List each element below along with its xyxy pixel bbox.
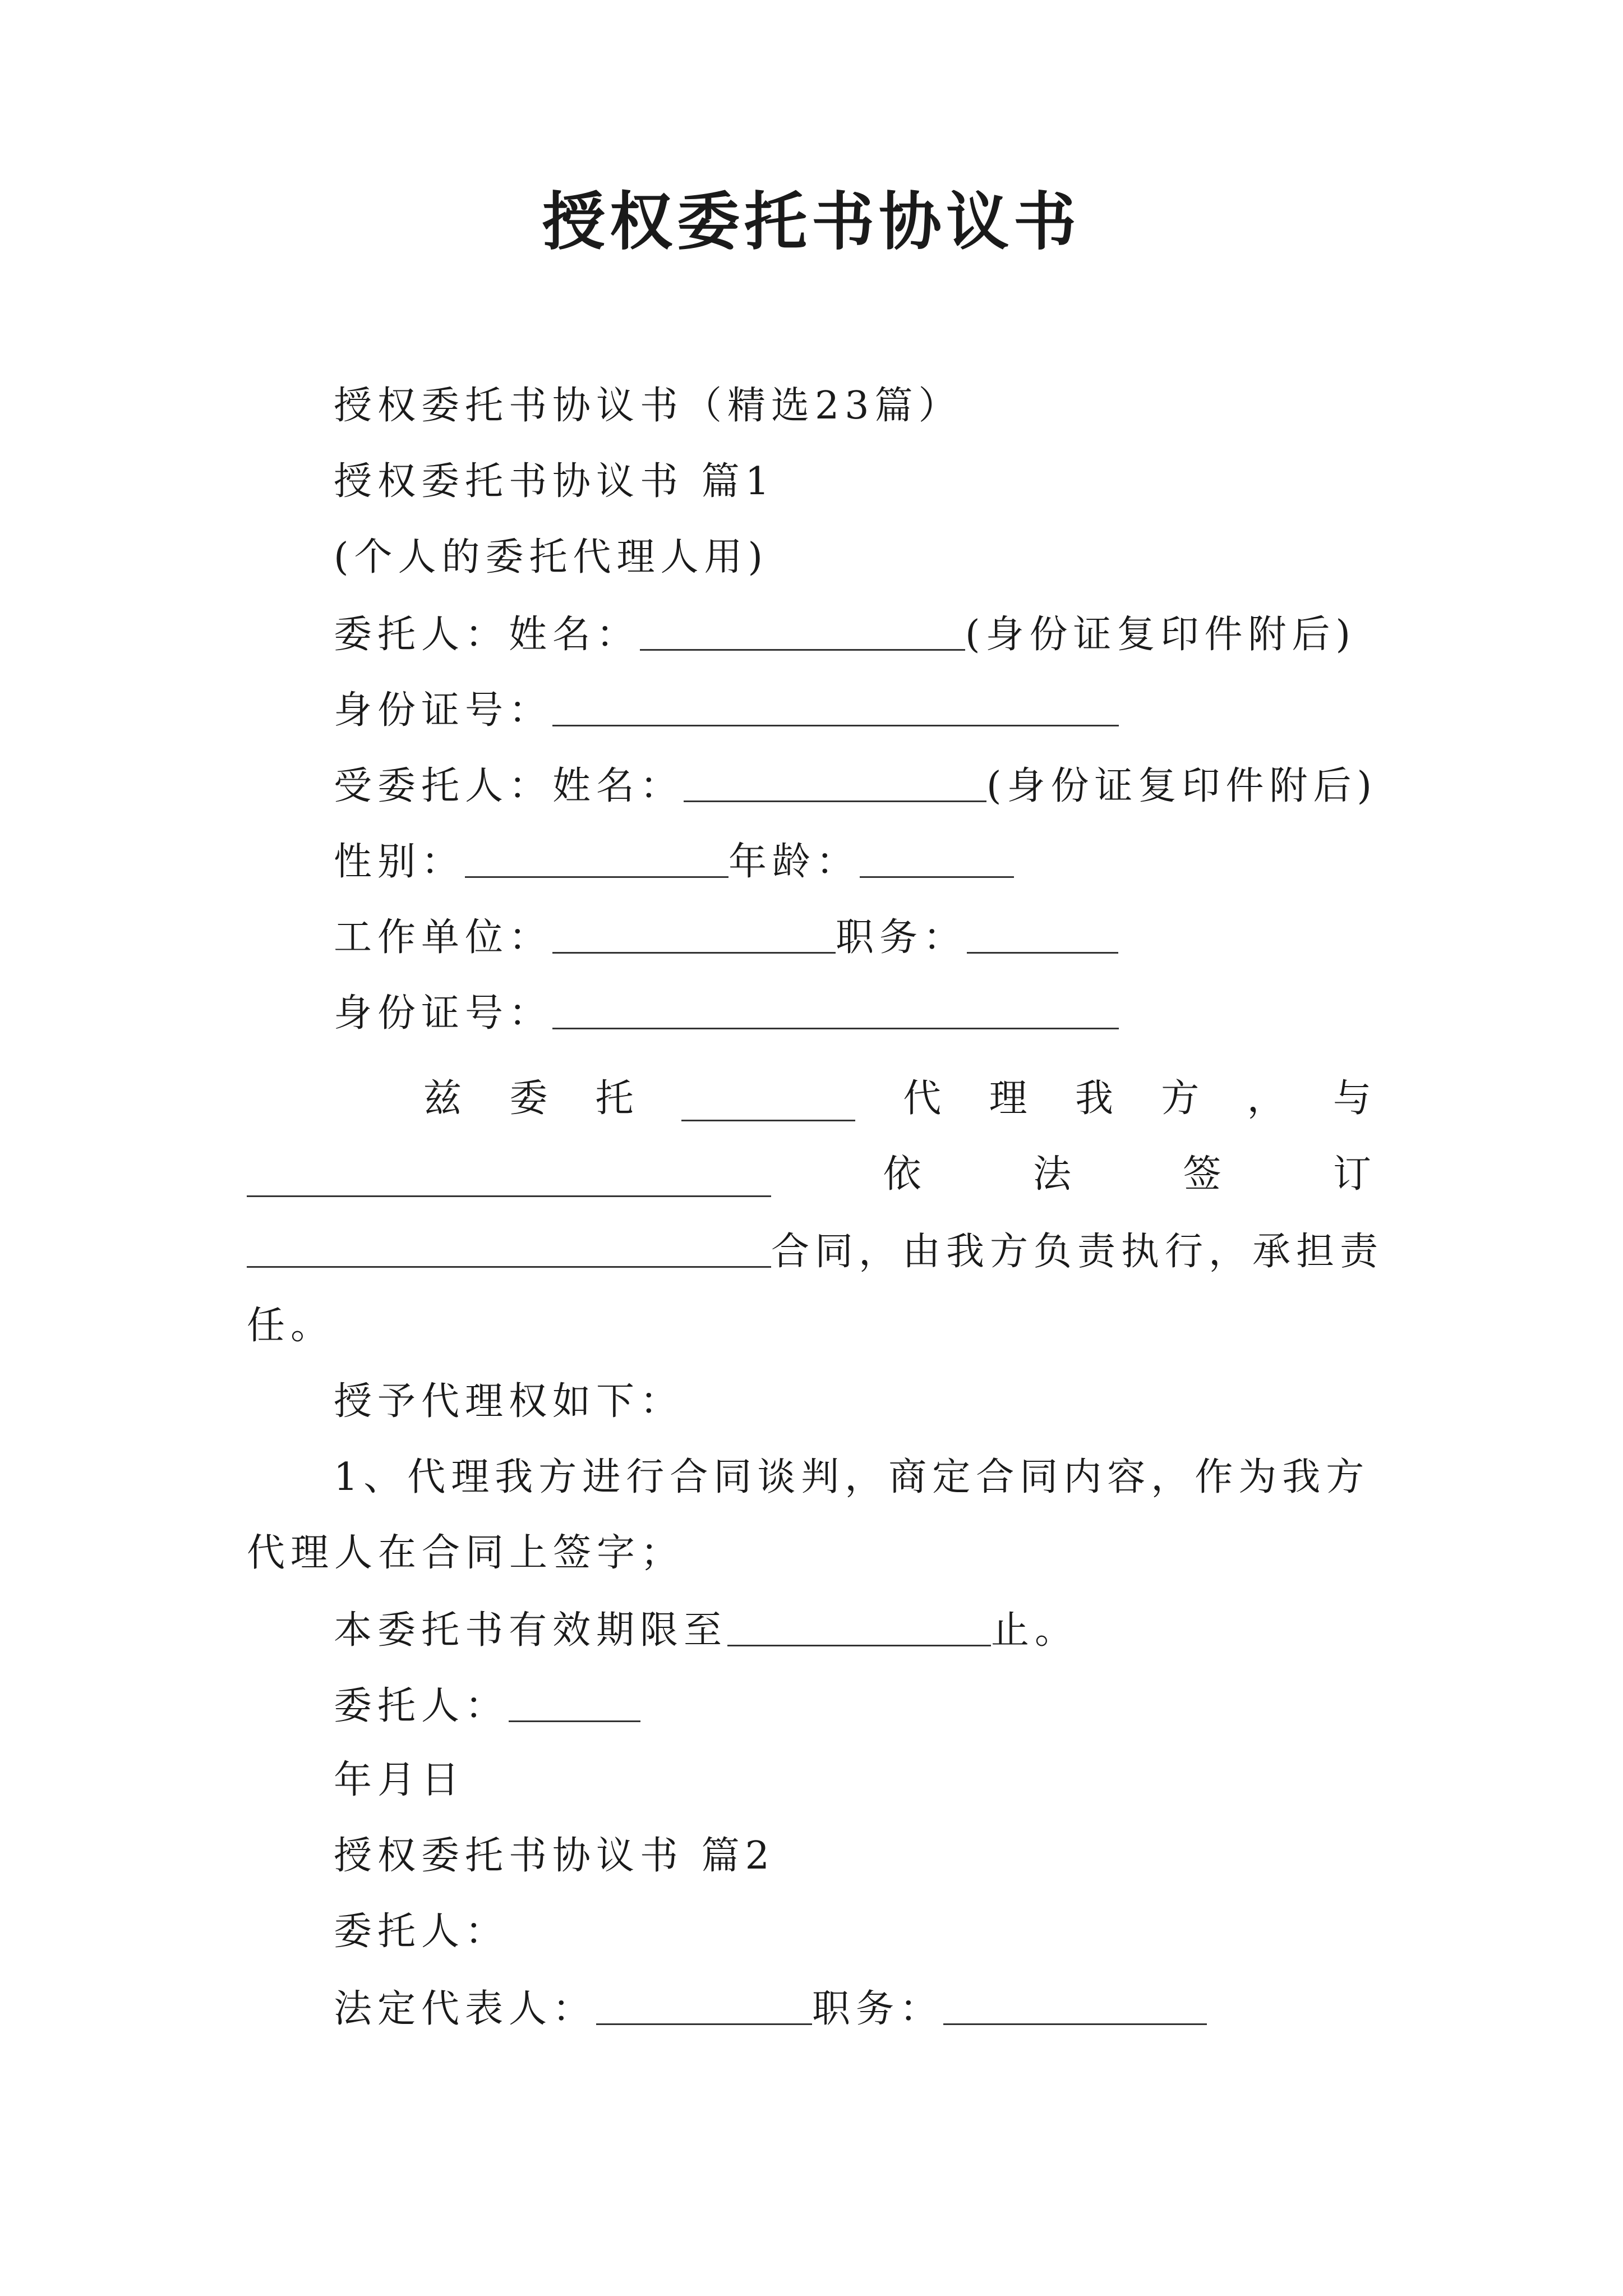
age-blank [860, 845, 1014, 878]
section-1-heading: 授权委托书协议书 篇1 [334, 459, 775, 504]
client-name-line [334, 613, 1357, 657]
agent-id-copy-note: (身份证复印件附后) [986, 764, 1378, 808]
client-id-line [334, 688, 1119, 733]
client-id-blank [552, 693, 1119, 726]
agent-word: 我 [1075, 1076, 1113, 1121]
agent-word: ， [1247, 1076, 1285, 1121]
contract-text: 合同，由我方负责执行，承担责 [771, 1230, 1384, 1274]
agent-word: 代 [903, 1076, 942, 1121]
contract-name-blank [247, 1235, 771, 1268]
legal-rep-blank [596, 1992, 812, 2025]
date-line: 年月日 [334, 1758, 465, 1802]
agent-word: 理 [989, 1076, 1027, 1121]
section-2-heading: 授权委托书协议书 篇2 [334, 1834, 775, 1878]
validity-label: 本委托书有效期限至 [334, 1608, 728, 1653]
validity-suffix: 止。 [991, 1608, 1079, 1653]
workplace-line [334, 915, 1118, 960]
gender-age-line [334, 840, 1014, 884]
agent-name-line [334, 766, 1377, 806]
entrusted-party-blank [681, 1088, 855, 1121]
entrust-line [423, 1076, 1371, 1121]
client-signature-blank [509, 1689, 640, 1722]
legal-rep-position-label: 职务： [812, 1987, 944, 2031]
gender-label: 性别： [334, 840, 465, 884]
legal-rep-position-blank [943, 1992, 1207, 2025]
sign-word: 签 [1183, 1152, 1221, 1197]
client-2-line: 委托人： [334, 1910, 509, 1954]
agent-id-label: 身份证号： [334, 991, 553, 1036]
gender-blank [465, 845, 728, 878]
entrust-word: 兹 [423, 1076, 462, 1121]
validity-line [334, 1608, 1079, 1653]
sign-line [247, 1152, 1371, 1197]
counterparty-blank [247, 1164, 771, 1197]
document-title: 授权委托书协议书 [542, 185, 1081, 259]
agent-name-label: 受委托人：姓名： [334, 764, 684, 808]
agent-name-blank [684, 769, 986, 802]
client-signature-line [334, 1686, 640, 1726]
position-blank [967, 921, 1118, 954]
agent-id-line [334, 991, 1119, 1036]
age-label: 年龄： [728, 840, 860, 884]
powers-heading: 授予代理权如下： [334, 1379, 684, 1424]
usage-note: (个人的委托代理人用) [334, 535, 769, 579]
sign-word: 法 [1032, 1152, 1071, 1197]
client-signature-label: 委托人： [334, 1684, 509, 1728]
client-id-copy-note: (身份证复印件附后) [965, 613, 1357, 657]
client-id-label: 身份证号： [334, 688, 553, 733]
contract-line-end: 任。 [247, 1304, 335, 1348]
document-heading: 授权委托书协议书（精选23篇） [334, 384, 962, 428]
agent-word: 与 [1332, 1076, 1371, 1121]
agent-word: 方 [1161, 1076, 1200, 1121]
sign-word: 订 [1332, 1152, 1371, 1197]
power-item-1-line-1: 1、代理我方进行合同谈判，商定合同内容，作为我方 [334, 1455, 1370, 1499]
agent-id-blank [552, 996, 1119, 1029]
sign-word: 依 [883, 1152, 921, 1197]
power-item-1-line-2: 代理人在合同上签字； [247, 1531, 685, 1575]
workplace-blank [552, 921, 836, 954]
client-name-label: 委托人：姓名： [334, 613, 640, 657]
validity-date-blank [727, 1613, 991, 1646]
position-label: 职务： [836, 915, 967, 960]
workplace-label: 工作单位： [334, 915, 553, 960]
entrust-word: 委 [509, 1076, 548, 1121]
legal-rep-label: 法定代表人： [334, 1987, 597, 2031]
entrust-word: 托 [595, 1076, 634, 1121]
client-name-blank [640, 618, 965, 651]
contract-line [247, 1230, 1384, 1274]
legal-rep-line [334, 1987, 1207, 2031]
